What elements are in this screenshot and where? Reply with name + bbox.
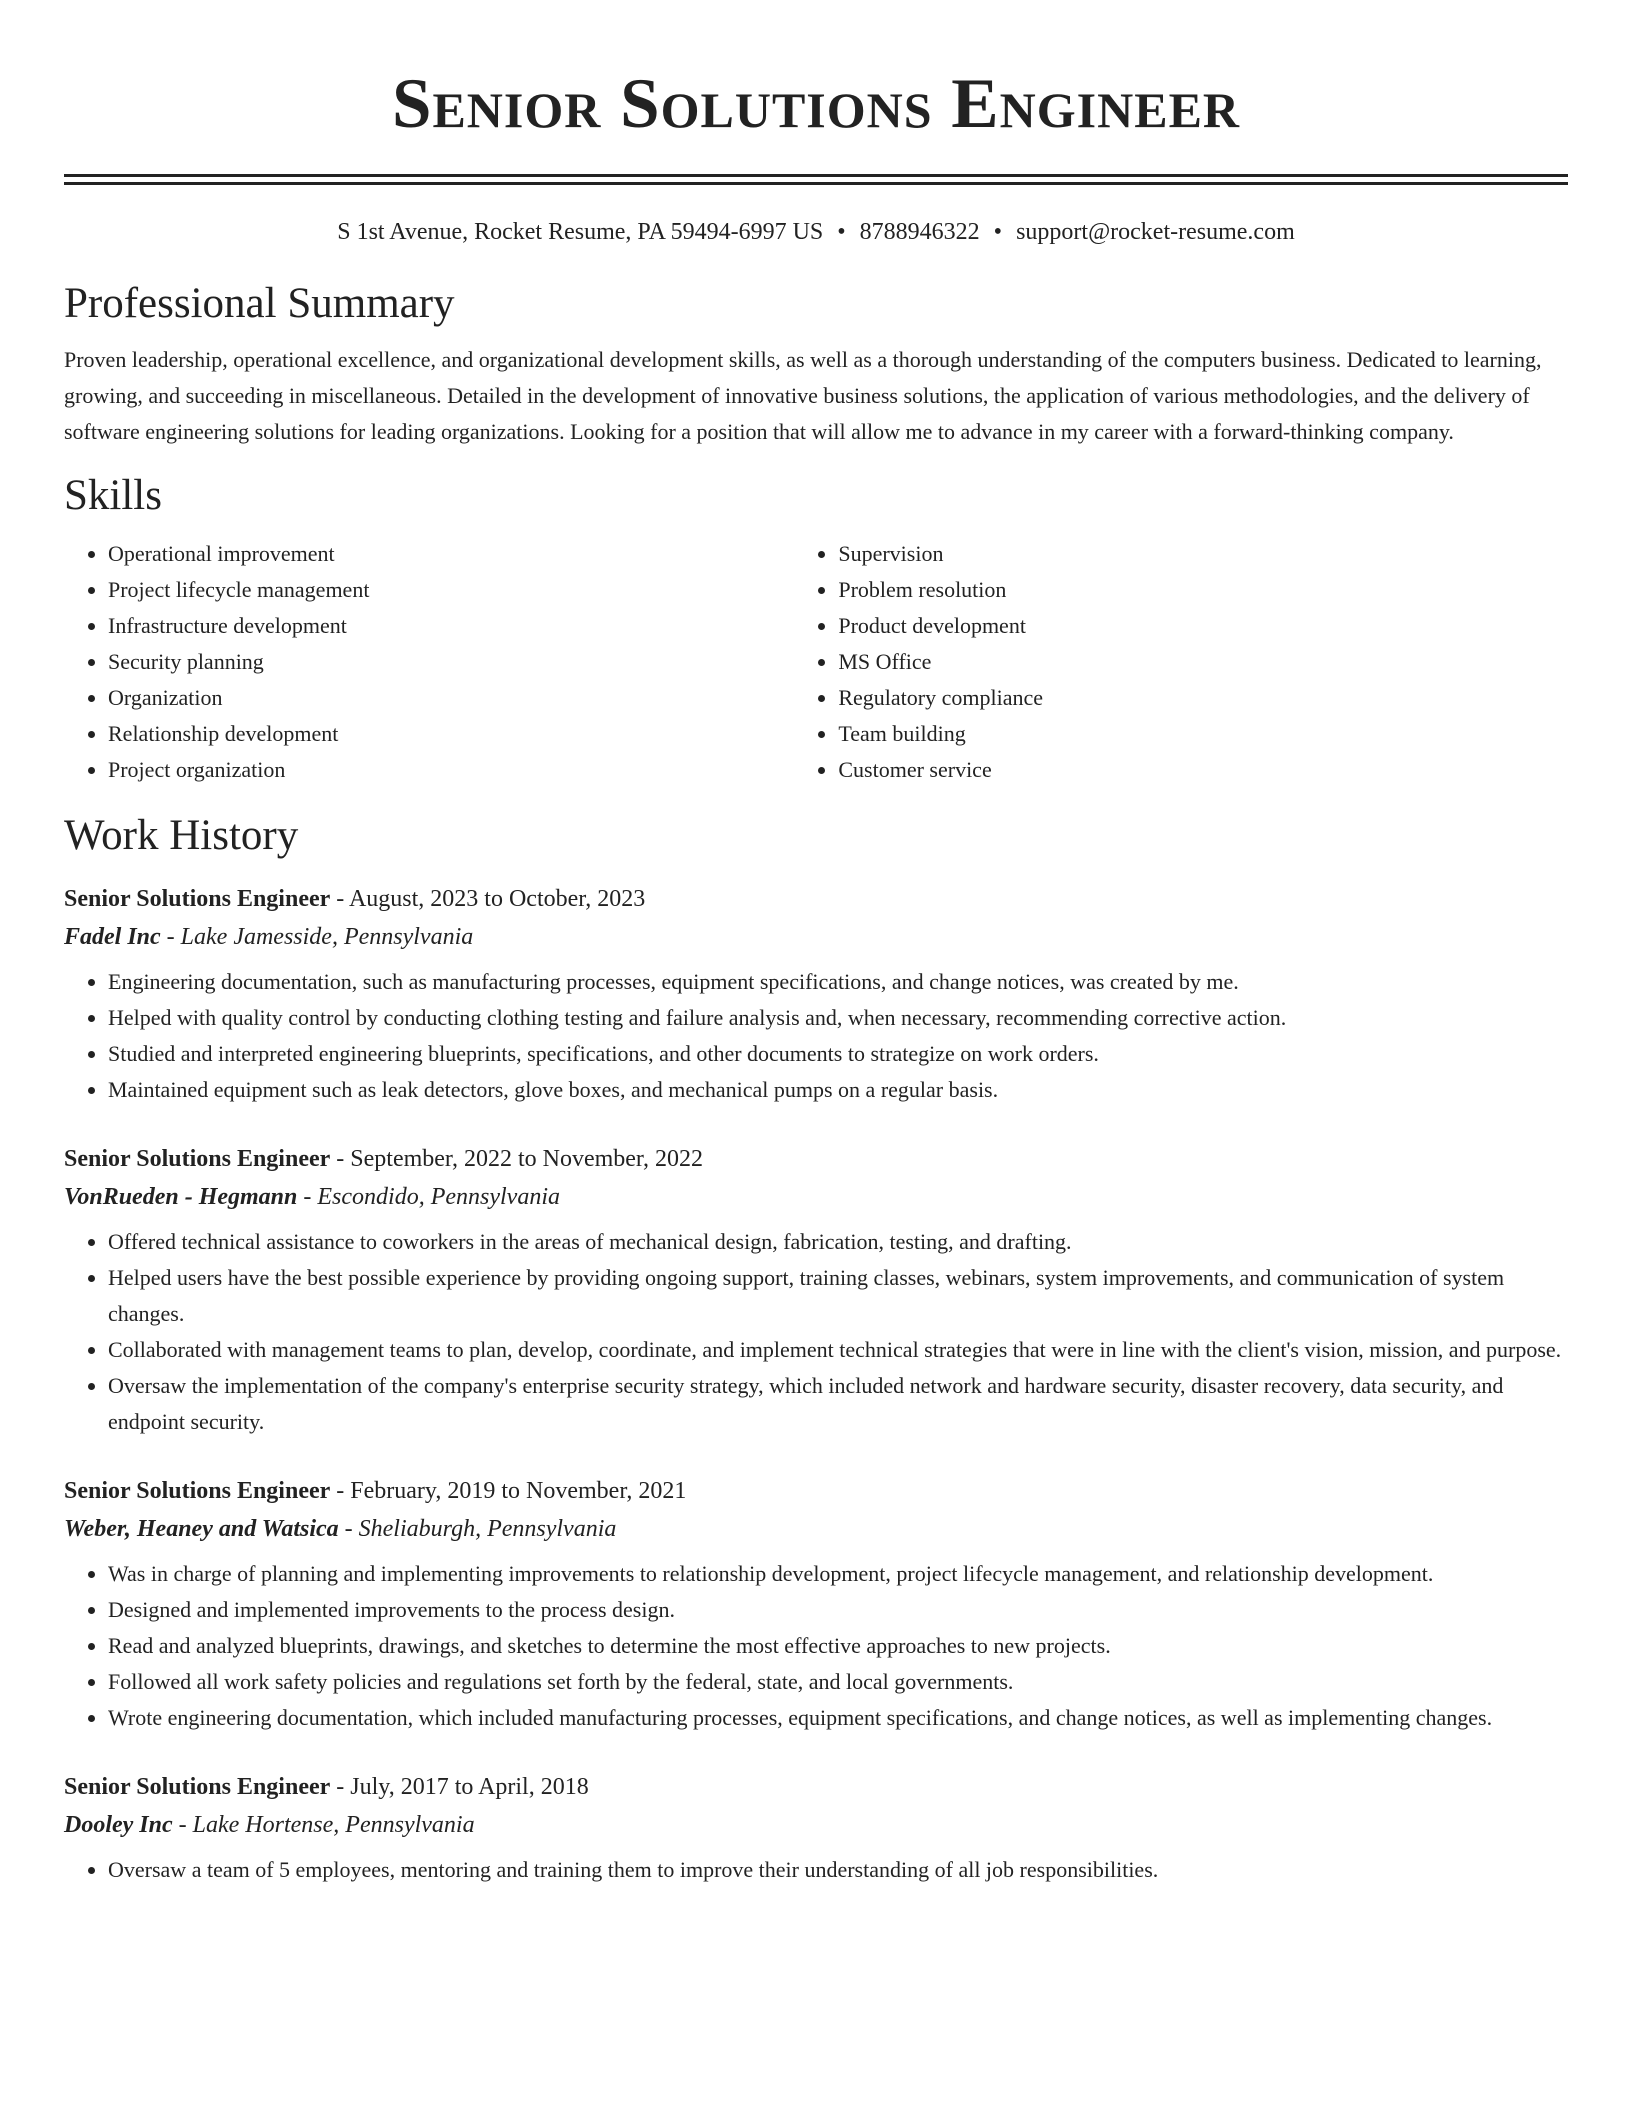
- job-company: Dooley Inc: [64, 1812, 173, 1838]
- skill-item: • Problem resolution: [838, 572, 1568, 608]
- job-bullet: • Wrote engineering documentation, which included manufacturing processes, equipment specifications, and change notices, as well as implementing changes.: [108, 1700, 1568, 1736]
- summary-text: Proven leadership, operational excellence, and organizational development skills, as well as a thorough understanding of the computers business. Dedicated to learning, growing, and succeeding in miscellaneous. Detailed in the development of innovative business solutions, the application of various methodologies, and the delivery of software engineering solutions for leading organizations. Looking for a position that will allow me to advance in my career with a forward-thinking company.: [64, 347, 1542, 444]
- job-bullets: [64, 1224, 1568, 1440]
- skill-item: • Supervision: [838, 536, 1568, 572]
- job-entry: [64, 1140, 1568, 1440]
- resume-page: [64, 0, 1568, 1888]
- job-bullet: • Oversaw a team of 5 employees, mentoring and training them to improve their understanding of all job responsibilities.: [108, 1852, 1568, 1888]
- job-entry: [64, 1768, 1568, 1888]
- job-company: VonRueden - Hegmann: [64, 1184, 298, 1210]
- contact-address: S 1st Avenue, Rocket Resume, PA 59494-6997 US: [337, 219, 824, 245]
- job-bullet: • Was in charge of planning and implementing improvements to relationship development, project lifecycle management, and relationship development.: [108, 1556, 1568, 1592]
- skill-item: • Team building: [838, 716, 1568, 752]
- skill-item: • Regulatory compliance: [838, 680, 1568, 716]
- skill-item: • Operational improvement: [108, 536, 794, 572]
- job-company-line: [64, 1510, 1568, 1548]
- job-bullet: • Helped with quality control by conducting clothing testing and failure analysis and, when necessary, recommending corrective action.: [108, 1000, 1568, 1036]
- work-history-heading: Work History: [64, 812, 299, 859]
- contact-separator: •: [993, 219, 1003, 245]
- job-role: Senior Solutions Engineer: [64, 1774, 331, 1800]
- job-title-line: [64, 1140, 1568, 1178]
- skill-item: • Security planning: [108, 644, 794, 680]
- contact-separator: •: [837, 219, 846, 245]
- job-bullet: • Designed and implemented improvements to the process design.: [108, 1592, 1568, 1628]
- job-bullet: • Oversaw the implementation of the company's enterprise security strategy, which included network and hardware security, disaster recovery, data security, and endpoint security.: [108, 1368, 1568, 1440]
- job-role: Senior Solutions Engineer: [64, 1478, 331, 1504]
- job-title-line: [64, 880, 1568, 918]
- resume-title: Senior Solutions Engineer: [391, 65, 1241, 143]
- job-bullet: • Collaborated with management teams to plan, develop, coordinate, and implement technical strategies that were in line with the client's vision, mission, and purpose.: [108, 1332, 1568, 1368]
- job-location: - Lake Hortense, Pennsylvania: [172, 1812, 475, 1838]
- job-bullet: • Studied and interpreted engineering blueprints, specifications, and other documents to strategize on work orders.: [108, 1036, 1568, 1072]
- skills-list-left: [64, 536, 794, 788]
- job-bullet: • Helped users have the best possible experience by providing ongoing support, training classes, webinars, system improvements, and communication of system changes.: [108, 1260, 1568, 1332]
- skills-list-right: [794, 536, 1568, 788]
- job-entry: [64, 880, 1568, 1108]
- job-company-line: [64, 1806, 1568, 1844]
- job-bullet: • Read and analyzed blueprints, drawings, and sketches to determine the most effective approaches to new projects.: [108, 1628, 1568, 1664]
- job-dates: - July, 2017 to April, 2018: [330, 1774, 589, 1800]
- job-location: - Escondido, Pennsylvania: [297, 1184, 560, 1210]
- job-dates: - September, 2022 to November, 2022: [330, 1146, 703, 1172]
- skill-item: • Organization: [108, 680, 794, 716]
- skills-heading: Skills: [64, 472, 162, 519]
- job-bullets: [64, 1852, 1568, 1888]
- job-dates: - February, 2019 to November, 2021: [330, 1478, 687, 1504]
- skill-item: • Product development: [838, 608, 1568, 644]
- job-location: - Lake Jamesside, Pennsylvania: [160, 924, 474, 950]
- skill-item: • Customer service: [838, 752, 1568, 788]
- job-bullets: [64, 964, 1568, 1108]
- job-company-line: [64, 918, 1568, 956]
- contact-email[interactable]: support@rocket-resume.com: [1016, 219, 1295, 245]
- skill-item: • Project lifecycle management: [108, 572, 794, 608]
- job-bullets: [64, 1556, 1568, 1736]
- skills-columns: [64, 536, 1568, 788]
- job-company: Fadel Inc: [64, 924, 161, 950]
- job-bullet: • Offered technical assistance to coworkers in the areas of mechanical design, fabrication, testing, and drafting.: [108, 1224, 1568, 1260]
- job-role: Senior Solutions Engineer: [64, 1146, 331, 1172]
- job-company-line: [64, 1178, 1568, 1216]
- skill-item: • MS Office: [838, 644, 1568, 680]
- job-title-line: [64, 1768, 1568, 1806]
- contact-phone: 8788946322: [859, 219, 980, 245]
- skill-item: • Relationship development: [108, 716, 794, 752]
- job-title-line: [64, 1472, 1568, 1510]
- title-double-rule: [64, 174, 1568, 185]
- job-entry: [64, 1472, 1568, 1736]
- job-role: Senior Solutions Engineer: [64, 886, 331, 912]
- job-company: Weber, Heaney and Watsica: [64, 1516, 339, 1542]
- job-dates: - August, 2023 to October, 2023: [330, 886, 646, 912]
- job-bullet: • Followed all work safety policies and regulations set forth by the federal, state, and local governments.: [108, 1664, 1568, 1700]
- job-bullet: • Maintained equipment such as leak detectors, glove boxes, and mechanical pumps on a regular basis.: [108, 1072, 1568, 1108]
- skill-item: • Project organization: [108, 752, 794, 788]
- contact-line: [64, 216, 1568, 248]
- job-bullet: • Engineering documentation, such as manufacturing processes, equipment specifications, and change notices, was created by me.: [108, 964, 1568, 1000]
- job-location: - Sheliaburgh, Pennsylvania: [338, 1516, 617, 1542]
- summary-heading: Professional Summary: [64, 280, 455, 327]
- skill-item: • Infrastructure development: [108, 608, 794, 644]
